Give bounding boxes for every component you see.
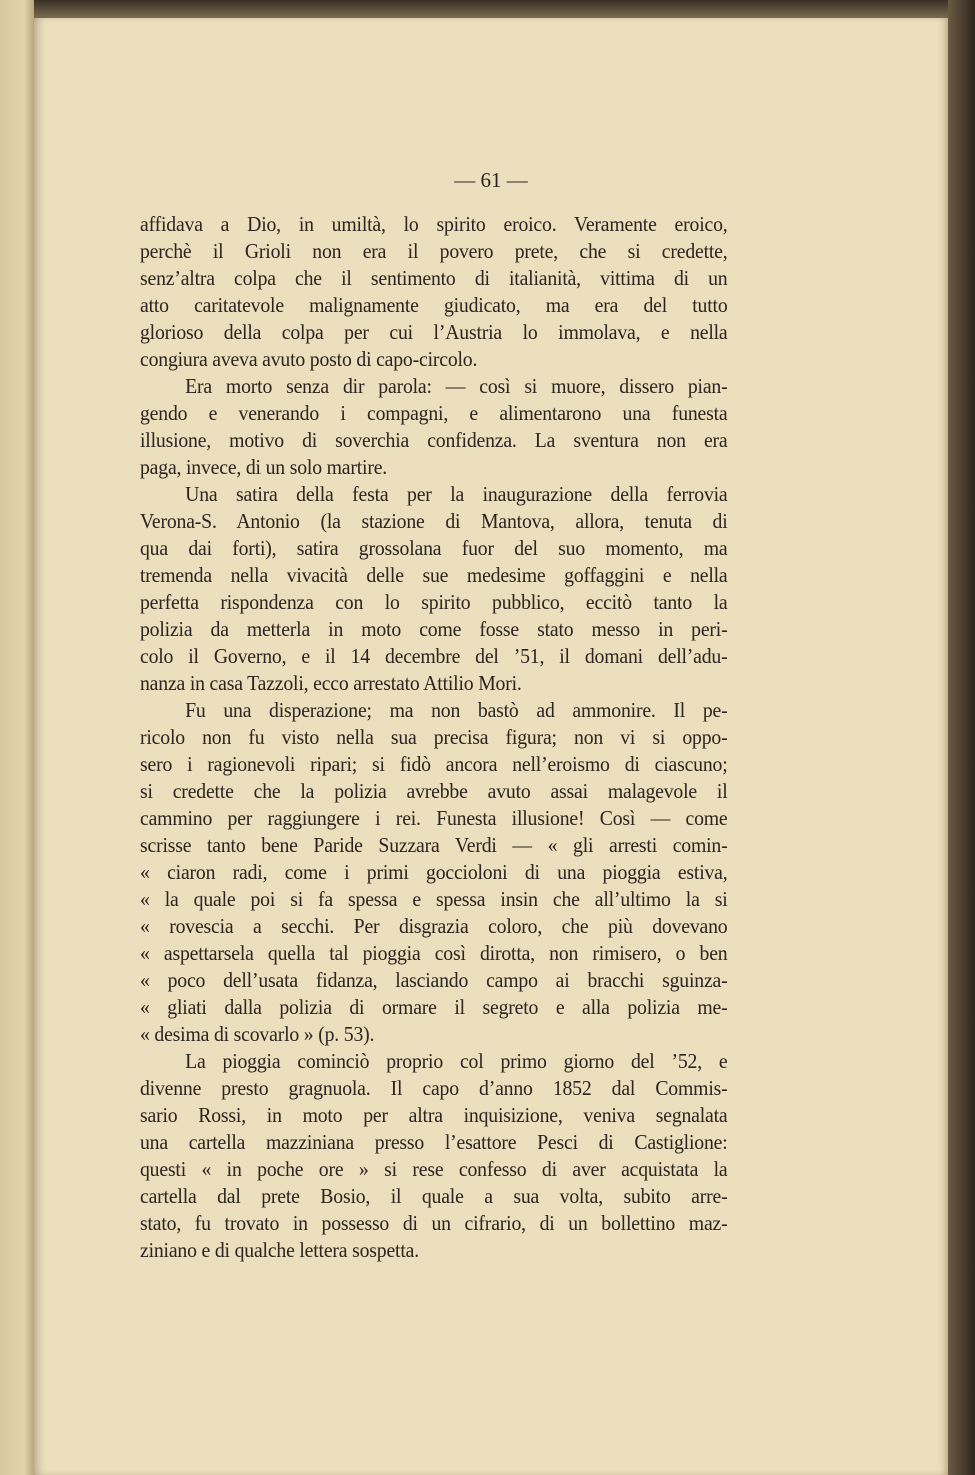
text-line: senz’altra colpa che il sentimento di italianità, vittima di un bbox=[140, 266, 728, 290]
text-line: sero i ragionevoli ripari; si fidò ancora nell’eroismo di ciascuno; bbox=[140, 752, 728, 776]
text-line: « gliati dalla polizia di ormare il segreto e alla polizia me- bbox=[140, 995, 728, 1019]
text-line: Era morto senza dir parola: — così si muore, dissero pian- bbox=[185, 374, 728, 398]
text-line: divenne presto gragnuola. Il capo d’anno 1852 dal Commis- bbox=[140, 1076, 728, 1100]
text-line: ziniano e di qualche lettera sospetta. bbox=[140, 1238, 419, 1262]
text-line: questi « in poche ore » si rese confesso di aver acquistata la bbox=[140, 1157, 728, 1181]
text-line: tremenda nella vivacità delle sue medesime goffaggini e nella bbox=[140, 563, 728, 587]
text-line: paga, invece, di un solo martire. bbox=[140, 455, 388, 479]
paragraph bbox=[140, 481, 728, 697]
scan-right-edge bbox=[948, 0, 975, 1475]
text-line: sario Rossi, in moto per altra inquisizione, veniva segnalata bbox=[140, 1103, 728, 1127]
text-line: una cartella mazziniana presso l’esattore Pesci di Castiglione: bbox=[140, 1130, 728, 1154]
adjacent-page-edge bbox=[0, 0, 34, 1475]
text-line: si credette che la polizia avrebbe avuto assai malagevole il bbox=[140, 779, 728, 803]
text-line: colo il Governo, e il 14 decembre del ’51, il domani dell’adu- bbox=[140, 644, 728, 668]
paragraph bbox=[140, 697, 728, 1048]
text-line: affidava a Dio, in umiltà, lo spirito eroico. Veramente eroico, bbox=[140, 212, 728, 236]
text-line: « desima di scovarlo » (p. 53). bbox=[140, 1022, 375, 1046]
text-line: ricolo non fu visto nella sua precisa figura; non vi si oppo- bbox=[140, 725, 728, 749]
book-page bbox=[34, 18, 948, 1475]
text-line: « rovescia a secchi. Per disgrazia coloro, che più dovevano bbox=[140, 914, 728, 938]
text-line: Una satira della festa per la inaugurazione della ferrovia bbox=[185, 482, 728, 506]
paragraph bbox=[140, 1048, 728, 1264]
text-line: Verona-S. Antonio (la stazione di Mantova, allora, tenuta di bbox=[140, 509, 728, 533]
text-line: congiura aveva avuto posto di capo-circolo. bbox=[140, 347, 478, 371]
text-line: illusione, motivo di soverchia confidenza. La sventura non era bbox=[140, 428, 728, 452]
text-line: perfetta rispondenza con lo spirito pubblico, eccitò tanto la bbox=[140, 590, 728, 614]
paragraph bbox=[140, 211, 728, 373]
text-line: stato, fu trovato in possesso di un cifrario, di un bollettino maz- bbox=[140, 1211, 728, 1235]
paragraph bbox=[140, 373, 728, 481]
text-line: La pioggia cominciò proprio col primo giorno del ’52, e bbox=[185, 1049, 728, 1073]
text-line: cammino per raggiungere i rei. Funesta illusione! Così — come bbox=[140, 806, 728, 830]
page-number: — 61 — bbox=[454, 168, 528, 192]
text-line: nanza in casa Tazzoli, ecco arrestato Attilio Mori. bbox=[140, 671, 522, 695]
text-line: atto caritatevole malignamente giudicato, ma era del tutto bbox=[140, 293, 728, 317]
text-line: perchè il Grioli non era il povero prete, che si credette, bbox=[140, 239, 728, 263]
text-line: « ciaron radi, come i primi goccioloni di una pioggia estiva, bbox=[140, 860, 728, 884]
body-text bbox=[140, 211, 728, 1264]
text-line: polizia da metterla in moto come fosse stato messo in peri- bbox=[140, 617, 728, 641]
text-line: « poco dell’usata fidanza, lasciando campo ai bracchi sguinza- bbox=[140, 968, 728, 992]
text-line: glorioso della colpa per cui l’Austria lo immolava, e nella bbox=[140, 320, 728, 344]
text-line: gendo e venerando i compagni, e alimentarono una funesta bbox=[140, 401, 728, 425]
text-line: qua dai forti), satira grossolana fuor del suo momento, ma bbox=[140, 536, 728, 560]
text-line: Fu una disperazione; ma non bastò ad ammonire. Il pe- bbox=[185, 698, 728, 722]
text-line: « aspettarsela quella tal pioggia così dirotta, non rimisero, o ben bbox=[140, 941, 728, 965]
text-line: cartella dal prete Bosio, il quale a sua volta, subito arre- bbox=[140, 1184, 728, 1208]
text-line: « la quale poi si fa spessa e spessa insin che all’ultimo la si bbox=[140, 887, 728, 911]
scan-top-edge bbox=[34, 0, 948, 18]
text-line: scrisse tanto bene Paride Suzzara Verdi — « gli arresti comin- bbox=[140, 833, 728, 857]
